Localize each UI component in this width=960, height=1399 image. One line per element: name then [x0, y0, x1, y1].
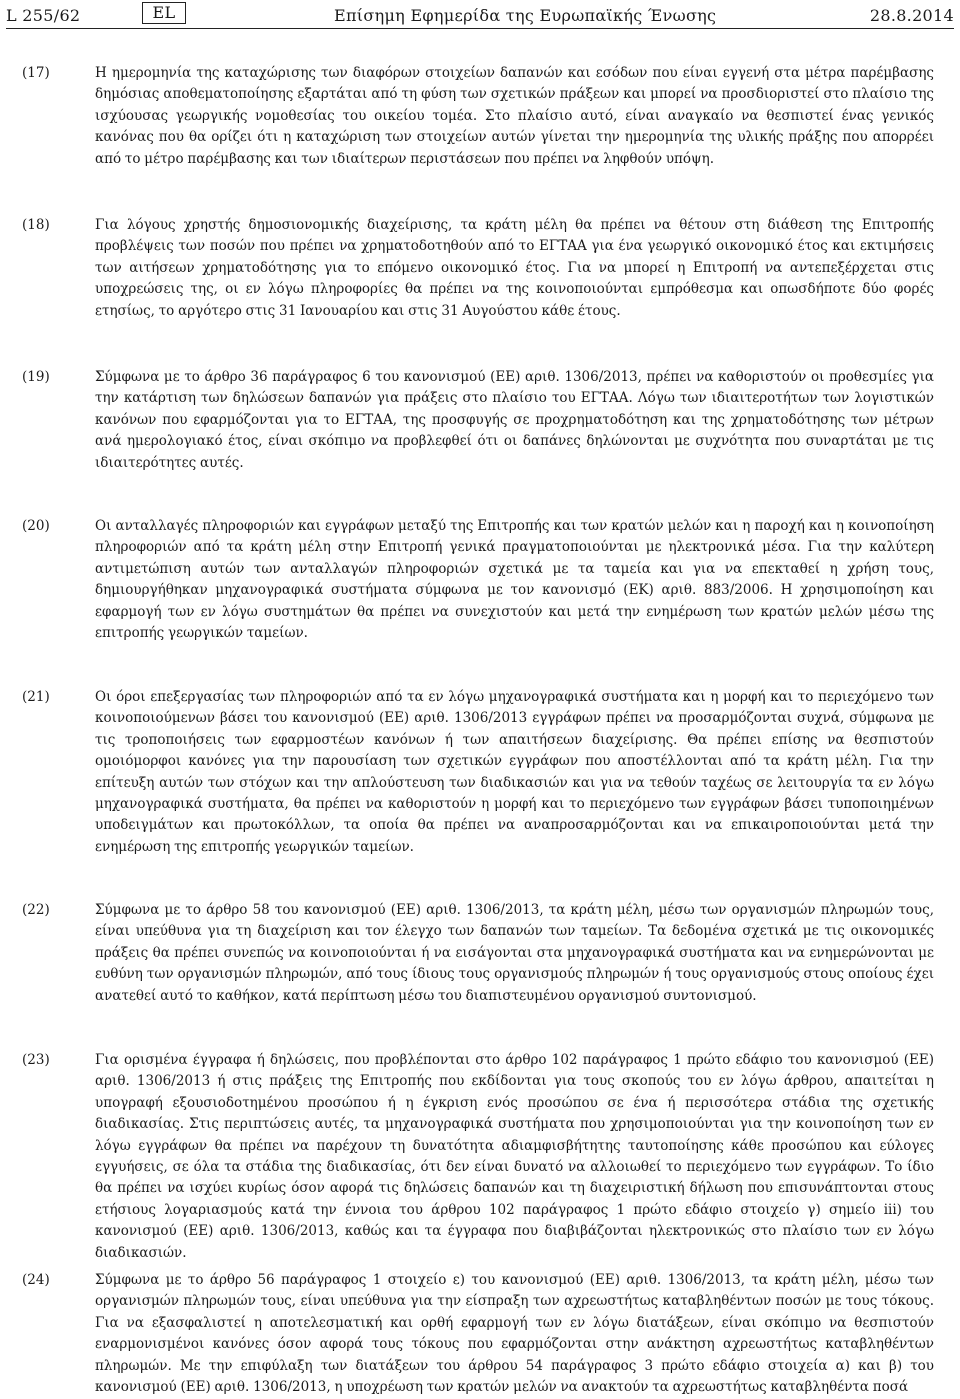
publication-date: 28.8.2014 — [869, 6, 954, 25]
recital-text: Για λόγους χρηστής δημοσιονομικής διαχείρισης, τα κράτη μέλη θα πρέπει να θέτουν στη διάθεση της Επιτροπής προβλέψεις των ποσών που πρέπει να χρηματοδοτηθούν από το ΕΓΤΑΑ για ένα γεωργικό οικονομικό έτος και εκτιμήσεις των αιτήσεων χρηματοδότησης για το επόμενο οικονομικό έτος. Για να μπορεί η Επιτροπή να αντεπεξέρχεται στις υποχρεώσεις της, οι εν λόγω πληροφορίες θα πρέπει να της κοινοποιούνται εμπρόθεσμα και οπωσδήποτε δύο φορές ετησίως, το αργότερο στις 31 Ιανουαρίου και στις 31 Αυγούστου κάθε έτους. — [95, 217, 934, 319]
recital-22 — [22, 900, 934, 1007]
recital-19 — [22, 367, 934, 474]
recital-number: (22) — [22, 902, 50, 918]
recital-number: (21) — [22, 689, 50, 705]
recital-text: Σύμφωνα με το άρθρο 36 παράγραφος 6 του κανονισμού (ΕΕ) αριθ. 1306/2013, πρέπει να καθοριστούν οι προθεσμίες για την κατάρτιση των δηλώσεων δαπανών για πράξεις στο πλαίσιο του ΕΓΤΑΑ. Λόγω των ιδιαιτεροτήτων των λογιστικών κανόνων που εφαρμόζονται για το ΕΓΤΑΑ, της προσφυγής σε προχρηματοδότηση και της χρηματοδότησης των μέτρων ανά ημερολογιακό έτος, είναι σκόπιμο να προβλεφθεί ότι οι δαπάνες δηλώνονται με συχνότητα που συναρτάται με τις ιδιαιτερότητες αυτές. — [95, 369, 934, 471]
language-code-box: EL — [142, 2, 186, 24]
recital-text: Η ημερομηνία της καταχώρισης των διαφόρων στοιχείων δαπανών και εσόδων που είναι εγγενή στα μέτρα παρέμβασης δημόσιας αποθεματοποίησης εξαρτάται από τη φύση των σχετικών πράξεων και μπορεί να προσδιοριστεί στο πλαίσιο της ισχύουσας γεωργικής νομοθεσίας του οικείου τομέα. Στο πλαίσιο αυτό, είναι αναγκαίο να θεσπιστεί ένας γενικός κανόνας που θα ορίζει ότι η καταχώριση των στοιχείων αυτών γίνεται την ημερομηνία της υλικής πράξης που απορρέει από το μέτρο παρέμβασης και των ιδιαίτερων περιστάσεων που πρέπει να ληφθούν υπόψη. — [95, 65, 934, 167]
recital-17 — [22, 63, 934, 170]
recital-text: Σύμφωνα με το άρθρο 58 του κανονισμού (ΕΕ) αριθ. 1306/2013, τα κράτη μέλη, μέσω των οργανισμών πληρωμών τους, είναι υπεύθυνα για τη διαχείριση και τον έλεγχο των δαπανών των ταμείων. Τα δεδομένα σχετικά με τις οικονομικές πράξεις θα πρέπει συνεπώς να κοινοποιούνται ή να εισάγονται στα μηχανογραφικά συστήματα και να ενημερώνονται με ευθύνη των οργανισμών πληρωμών, από τους ίδιους τους οργανισμούς πληρωμών ή τους οργανισμούς στους οποίους έχει ανατεθεί αυτό το καθήκον, κατά περίπτωση μέσω του διαπιστευμένου οργανισμού συντονισμού. — [95, 902, 934, 1004]
recital-number: (17) — [22, 65, 50, 81]
recital-text: Οι ανταλλαγές πληροφοριών και εγγράφων μεταξύ της Επιτροπής και των κρατών μελών και η παροχή και η κοινοποίηση πληροφοριών από τα κράτη μέλη στην Επιτροπή γενικά πραγματοποιούνται με ηλεκτρονικά μέσα. Για την καλύτερη αντιμετώπιση αυτών των ανταλλαγών πληροφοριών σχετικά με τα ταμεία και για να επεκταθεί η χρήση τους, δημιουργήθηκαν μηχανογραφικά συστήματα σύμφωνα με τον κανονισμό (ΕΚ) αριθ. 883/2006. Η χρησιμοποίηση και εφαρμογή των εν λόγω συστημάτων θα πρέπει να συνεχιστούν και μετά την ενημέρωση των κρατών μελών μέσω της επιτροπής γεωργικών ταμείων. — [95, 518, 934, 642]
page-header — [6, 2, 954, 29]
recital-text: Για ορισμένα έγγραφα ή δηλώσεις, που προβλέπονται στο άρθρο 102 παράγραφος 1 πρώτο εδάφιο του κανονισμού (ΕΕ) αριθ. 1306/2013 ή στις πράξεις της Επιτροπής που εκδίδονται για τους σκοπούς του εν λόγω άρθρου, απαιτείται η υπογραφή εξουσιοδοτημένου προσώπου ή η έγκριση ενός προσώπου σε ένα ή περισσότερα στάδια της σχετικής διαδικασίας. Στις περιπτώσεις αυτές, τα μηχανογραφικά συστήματα που χρησιμοποιούνται για την κοινοποίηση των εν λόγω εγγράφων θα πρέπει να παρέχουν τη δυνατότητα αδιαμφισβήτητης ταυτοποίησης κάθε προσώπου και εύλογες εγγυήσεις, σε όλα τα στάδια της διαδικασίας, ότι δεν είναι δυνατό να αλλοιωθεί το περιεχόμενο των εγγράφων. Το ίδιο θα πρέπει να ισχύει κυρίως όσον αφορά τις δηλώσεις δαπανών και τη διαχειριστική δήλωση που επισυνάπτονται στους ετήσιους λογαριασμούς κατά την έννοια του άρθρου 102 παράγραφος 1 πρώτο εδάφιο στοιχείο γ) σημείο iii) του κανονισμού (ΕΕ) αριθ. 1306/2013, καθώς και τα έγγραφα που διαβιβάζονται ηλεκτρονικώς στο πλαίσιο των εν λόγω διαδικασιών. — [95, 1052, 934, 1261]
recital-number: (19) — [22, 369, 50, 385]
recital-text: Οι όροι επεξεργασίας των πληροφοριών από τα εν λόγω μηχανογραφικά συστήματα και η μορφή και το περιεχόμενο των κοινοποιούμενων βάσει του κανονισμού (ΕΕ) αριθ. 1306/2013 εγγράφων πρέπει να προσαρμόζονται συχνά, σύμφωνα με τις τροποποιήσεις των εφαρμοστέων κανόνων ή των απαιτήσεων διαχείρισης. Θα πρέπει επίσης να θεσπιστούν ομοιόμορφοι κανόνες για την παρουσίαση των σχετικών εγγράφων που αποστέλλονται από τα κράτη μέλη. Για την επίτευξη αυτών των στόχων και την απλούστευση των διαδικασιών και για να τεθούν ταχέως σε λειτουργία τα εν λόγω μηχανογραφικά συστήματα, θα πρέπει να καθοριστούν η μορφή και το περιεχόμενο των εγγράφων βάσει τυποποιημένων υποδειγμάτων και πρωτοκόλλων, τα οποία θα πρέπει να αναπροσαρμόζονται και να επικαιροποιούνται μετά την ενημέρωση της επιτροπής γεωργικών ταμείων. — [95, 689, 934, 855]
recital-21 — [22, 687, 934, 858]
recital-number: (20) — [22, 518, 50, 534]
journal-title: Επίσημη Εφημερίδα της Ευρωπαϊκής Ένωσης — [334, 6, 717, 25]
recital-18 — [22, 215, 934, 322]
recital-number: (18) — [22, 217, 50, 233]
recital-number: (23) — [22, 1052, 50, 1068]
recital-24 — [22, 1270, 934, 1398]
recital-text: Σύμφωνα με το άρθρο 56 παράγραφος 1 στοιχείο ε) του κανονισμού (ΕΕ) αριθ. 1306/2013, τα κράτη μέλη, μέσω των οργανισμών πληρωμών τους, είναι υπεύθυνα για την είσπραξη των αχρεωστήτως καταβληθέντων ποσών με τους τόκους. Για να εξασφαλιστεί η αποτελεσματική και ορθή εφαρμογή των εν λόγω διατάξεων, είναι σκόπιμο να θεσπιστούν εναρμονισμένοι κανόνες όσον αφορά τους τόκους που εφαρμόζονται στην ανάκτηση αχρεωστήτως καταβληθέντων πληρωμών. Με την επιφύλαξη των διατάξεων του άρθρου 54 παράγραφος 3 πρώτο εδάφιο στοιχεία α) και β) του κανονισμού (ΕΕ) αριθ. 1306/2013, η υποχρέωση των κρατών μελών να ανακτούν τα αχρεωστήτως καταβληθέντα ποσά — [95, 1272, 934, 1396]
page-reference: L 255/62 — [6, 6, 81, 25]
recital-23 — [22, 1050, 934, 1264]
recital-number: (24) — [22, 1272, 50, 1288]
recital-20 — [22, 516, 934, 644]
